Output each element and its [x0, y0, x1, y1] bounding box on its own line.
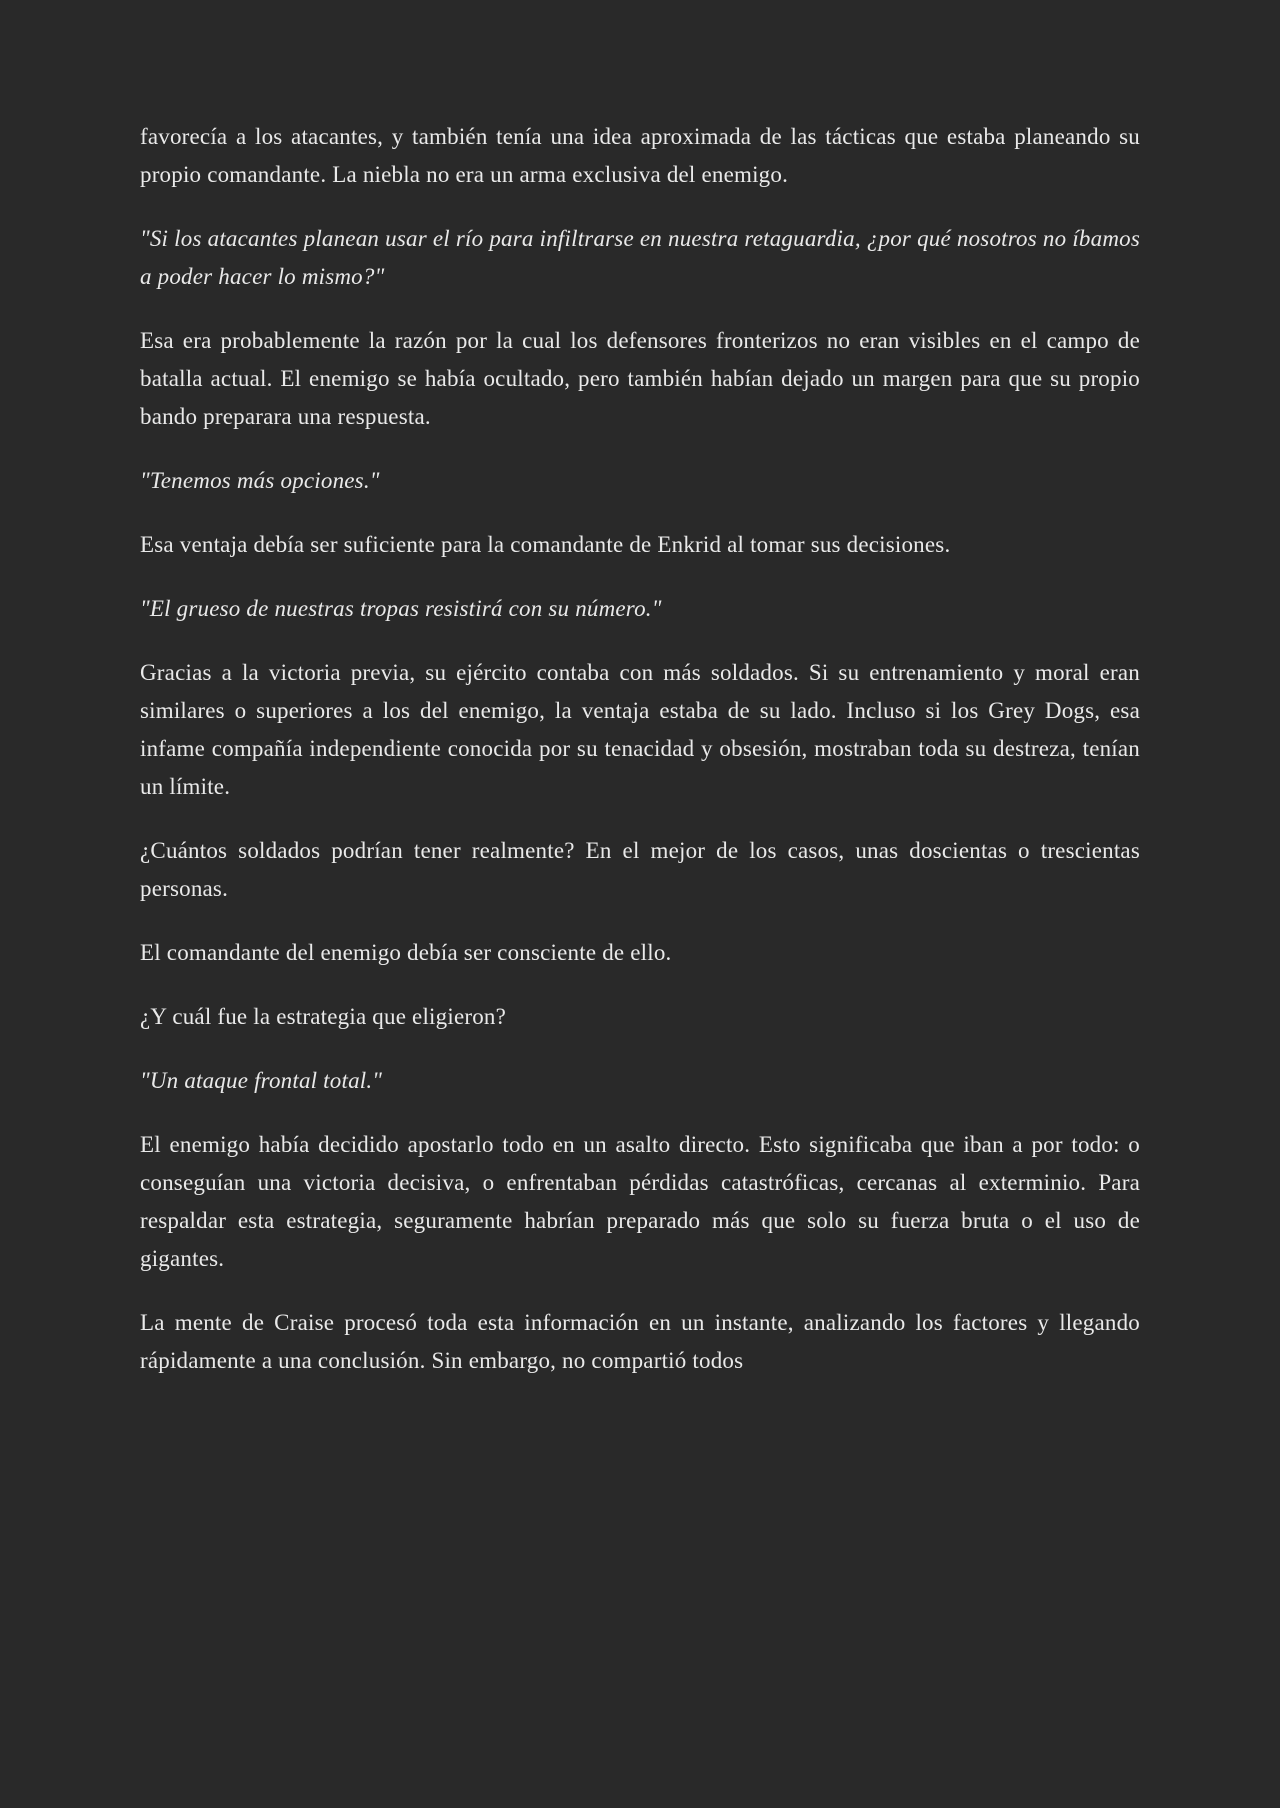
paragraph: El comandante del enemigo debía ser consciente de ello. — [140, 940, 672, 965]
novel-reader-text-area — [140, 0, 1140, 1380]
paragraph: El enemigo había decidido apostarlo todo en un asalto directo. Esto significaba que iban a por todo: o conseguían una victoria decisiva, o enfrentaban pérdidas catastróficas, cercanas al exterminio. Para respaldar esta estrategia, seguramente habrían preparado más que solo su fuerza bruta o el uso de gigantes. — [140, 1132, 1140, 1271]
paragraph: La mente de Craise procesó toda esta información en un instante, analizando los factores y llegando rápidamente a una conclusión. Sin embargo, no compartió todos — [140, 1310, 1140, 1373]
paragraph: ¿Y cuál fue la estrategia que eligieron? — [140, 1004, 507, 1029]
dialogue-paragraph: "Si los atacantes planean usar el río para infiltrarse en nuestra retaguardia, ¿por qué nosotros no íbamos a poder hacer lo mismo?" — [140, 226, 1140, 289]
dialogue-paragraph: "Un ataque frontal total." — [140, 1068, 383, 1093]
dialogue-paragraph: "Tenemos más opciones." — [140, 468, 380, 493]
paragraph: ¿Cuántos soldados podrían tener realmente? En el mejor de los casos, unas doscientas o trescientas personas. — [140, 838, 1140, 901]
paragraph: Esa era probablemente la razón por la cual los defensores fronterizos no eran visibles en el campo de batalla actual. El enemigo se había ocultado, pero también habían dejado un margen para que su propio bando preparara una respuesta. — [140, 328, 1140, 429]
paragraph: Gracias a la victoria previa, su ejército contaba con más soldados. Si su entrenamiento y moral eran similares o superiores a los del enemigo, la ventaja estaba de su lado. Incluso si los Grey Dogs, esa infame compañía independiente conocida por su tenacidad y obsesión, mostraban toda su destreza, tenían un límite. — [140, 660, 1140, 799]
dialogue-paragraph: "El grueso de nuestras tropas resistirá con su número." — [140, 596, 662, 621]
paragraph: favorecía a los atacantes, y también tenía una idea aproximada de las tácticas que estaba planeando su propio comandante. La niebla no era un arma exclusiva del enemigo. — [140, 124, 1140, 187]
paragraph: Esa ventaja debía ser suficiente para la comandante de Enkrid al tomar sus decisiones. — [140, 532, 951, 557]
